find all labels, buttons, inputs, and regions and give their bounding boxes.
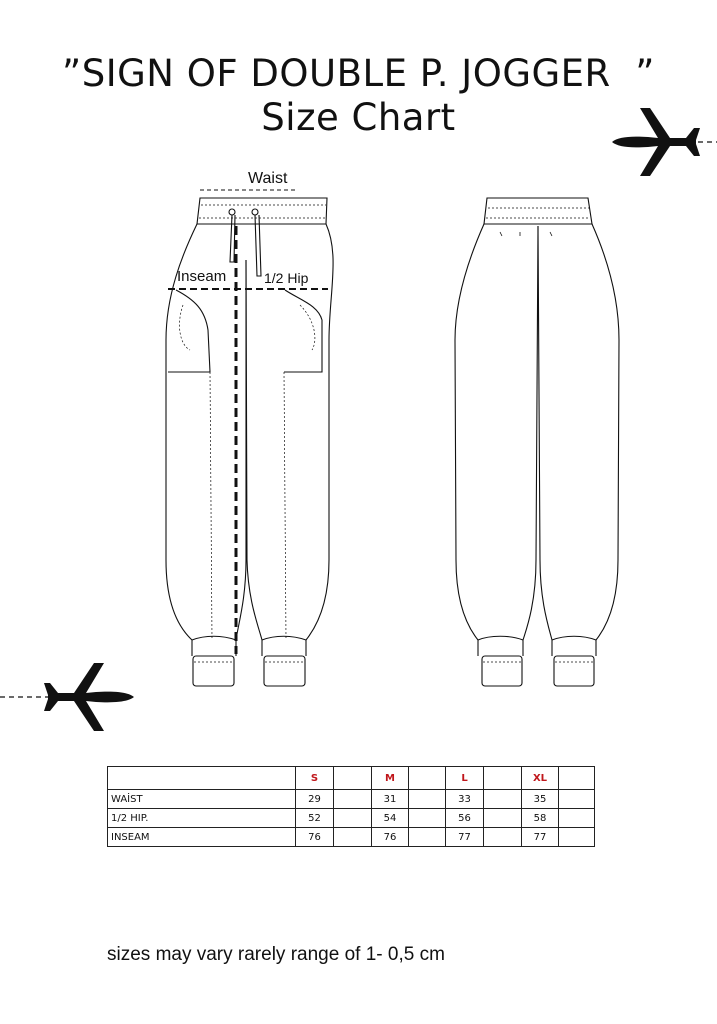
header-cell-empty xyxy=(409,767,446,790)
header-cell-empty xyxy=(334,767,372,790)
back-view xyxy=(455,198,619,686)
value-cell: 31 xyxy=(372,790,409,809)
header-cell-empty xyxy=(559,767,595,790)
value-cell: 76 xyxy=(372,828,409,847)
empty-cell xyxy=(409,790,446,809)
title-line-1: ”SIGN OF DOUBLE P. JOGGER ” xyxy=(62,52,655,95)
title-line-2: Size Chart xyxy=(261,96,456,139)
value-cell: 77 xyxy=(446,828,484,847)
size-header-s: S xyxy=(296,767,334,790)
table-row xyxy=(108,809,595,828)
size-header-row xyxy=(108,767,595,790)
empty-cell xyxy=(484,809,522,828)
value-cell: 54 xyxy=(372,809,409,828)
empty-cell xyxy=(484,790,522,809)
table-row xyxy=(108,828,595,847)
value-cell: 52 xyxy=(296,809,334,828)
airplane-icon xyxy=(0,663,134,731)
airplane-icon xyxy=(612,108,717,176)
row-label: WAİST xyxy=(108,790,296,809)
value-cell: 33 xyxy=(446,790,484,809)
half-hip-label: 1/2 Hip xyxy=(264,270,309,286)
inseam-label: Inseam xyxy=(177,268,227,285)
table-row xyxy=(108,790,595,809)
measurement-lines xyxy=(168,190,328,654)
value-cell: 58 xyxy=(522,809,559,828)
empty-cell xyxy=(484,828,522,847)
size-table xyxy=(107,766,595,847)
empty-cell xyxy=(409,828,446,847)
empty-cell xyxy=(334,809,372,828)
size-header-xl: XL xyxy=(522,767,559,790)
header-cell-empty xyxy=(484,767,522,790)
row-label: 1/2 HIP. xyxy=(108,809,296,828)
empty-cell xyxy=(334,790,372,809)
empty-cell xyxy=(334,828,372,847)
value-cell: 56 xyxy=(446,809,484,828)
empty-cell xyxy=(559,790,595,809)
value-cell: 76 xyxy=(296,828,334,847)
empty-cell xyxy=(409,809,446,828)
size-header-m: M xyxy=(372,767,409,790)
size-variance-note: sizes may vary rarely range of 1- 0,5 cm xyxy=(107,944,445,965)
waist-label: Waist xyxy=(248,170,288,187)
size-header-l: L xyxy=(446,767,484,790)
value-cell: 77 xyxy=(522,828,559,847)
header-cell-empty xyxy=(108,767,296,790)
empty-cell xyxy=(559,828,595,847)
empty-cell xyxy=(559,809,595,828)
row-label: INSEAM xyxy=(108,828,296,847)
value-cell: 29 xyxy=(296,790,334,809)
value-cell: 35 xyxy=(522,790,559,809)
